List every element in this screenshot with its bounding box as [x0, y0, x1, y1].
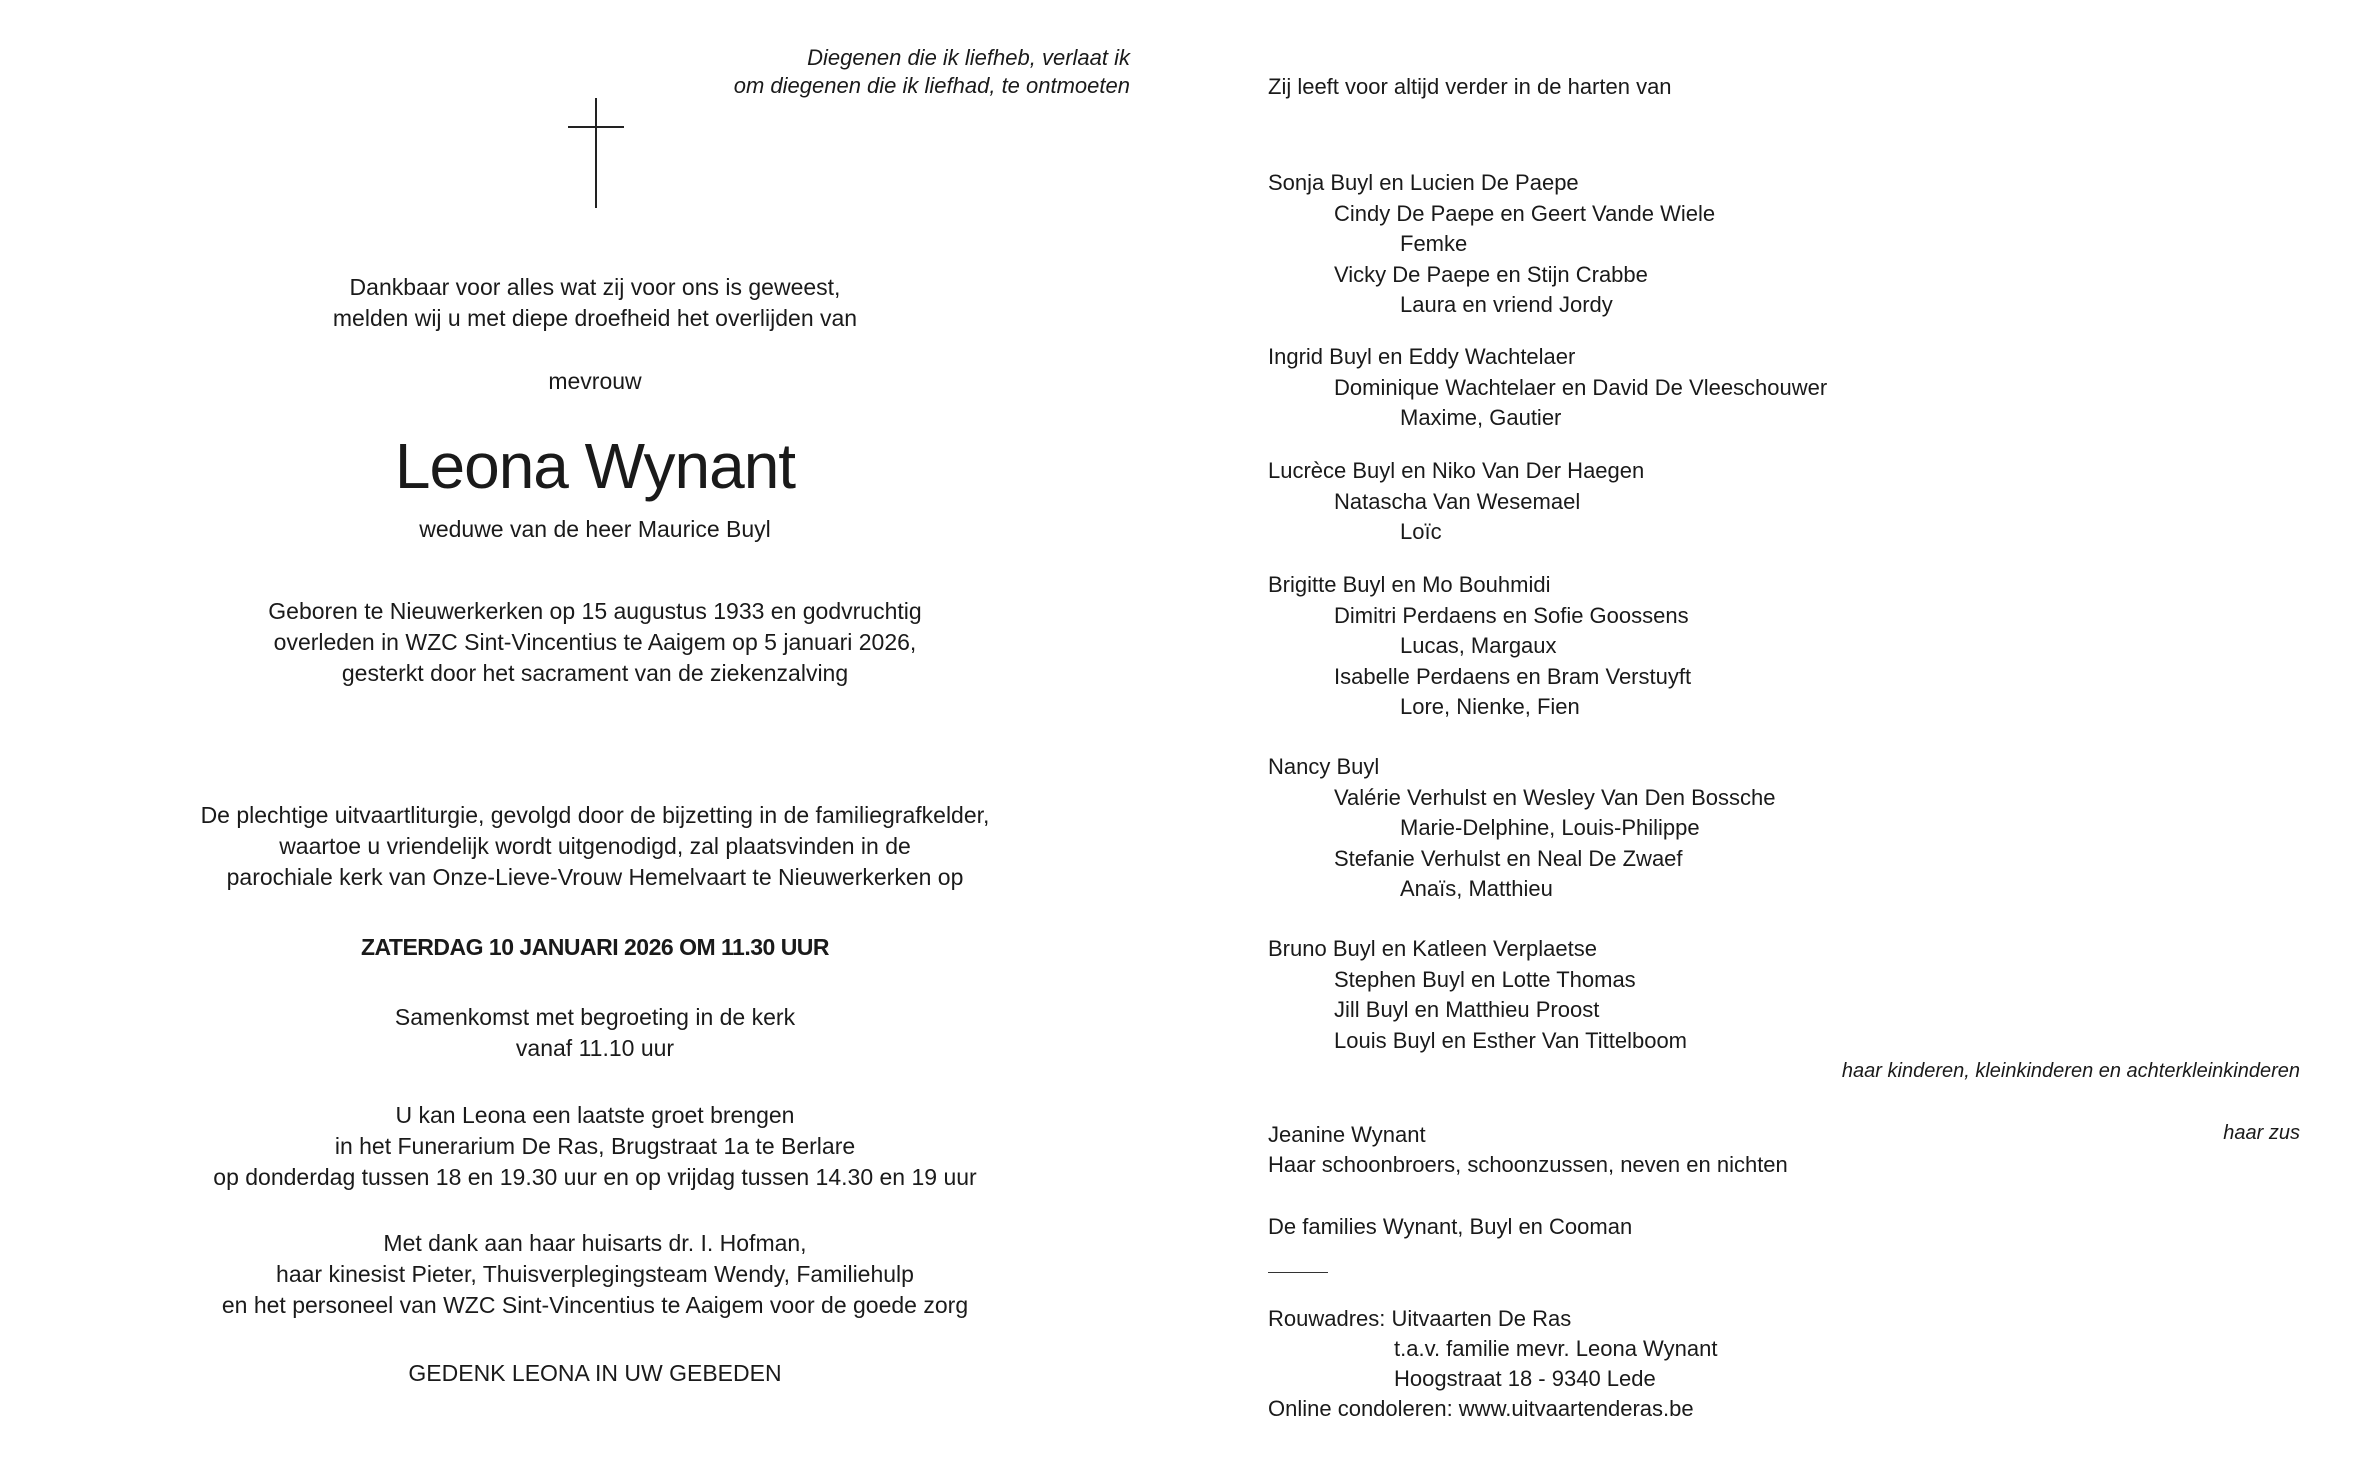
widow-line: weduwe van de heer Maurice Buyl	[419, 516, 771, 542]
gathering-line: Samenkomst met begroeting in de kerk	[394, 1004, 796, 1030]
address-label: Rouwadres: Uitvaarten De Ras	[1268, 1306, 1572, 1331]
child-name: Sonja Buyl en Lucien De Paepe	[1268, 170, 1579, 195]
great-grandchild-name: Maxime, Gautier	[1400, 405, 1562, 430]
grandchild-name: Dominique Wachtelaer en David De Vleeschouwer	[1334, 374, 1828, 400]
grandchild-name: Natascha Van Wesemael	[1334, 488, 1581, 514]
funeral-line: De plechtige uitvaartliturgie, gevolgd door de bijzetting in de familiegrafkelder,	[200, 802, 990, 828]
sister: Jeanine Wynant	[1268, 1122, 1426, 1147]
family-group	[1268, 168, 1715, 321]
online-condolence: Online condoleren: www.uitvaartenderas.be	[1268, 1396, 1694, 1421]
child-name: Lucrèce Buyl en Niko Van Der Haegen	[1268, 458, 1645, 483]
remember: GEDENK LEONA IN UW GEBEDEN	[408, 1360, 782, 1386]
intro-line: melden wij u met diepe droefheid het overlijden van	[332, 305, 858, 331]
great-grandchild-name: Laura en vriend Jordy	[1400, 292, 1613, 317]
families-line: De families Wynant, Buyl en Cooman	[1268, 1214, 1633, 1239]
birth-line: overleden in WZC Sint-Vincentius te Aaigem op 5 januari 2026,	[273, 629, 917, 655]
deceased-name: Leona Wynant	[394, 430, 796, 502]
thanks-line: Met dank aan haar huisarts dr. I. Hofman,	[383, 1230, 807, 1256]
kids-note: haar kinderen, kleinkinderen en achterkleinkinderen	[1841, 1060, 2300, 1082]
great-grandchild-name: Marie-Delphine, Louis-Philippe	[1400, 815, 1700, 840]
birth-line: gesterkt door het sacrament van de ziekenzalving	[341, 660, 849, 686]
funeral-line: waartoe u vriendelijk wordt uitgenodigd, zal plaatsvinden in de	[279, 833, 911, 859]
birth-death	[120, 596, 1070, 689]
grandchild-name: Stefanie Verhulst en Neal De Zwaef	[1334, 845, 1683, 871]
quote-line: Diegenen die ik liefheb, verlaat ik	[807, 45, 1130, 70]
grandchild-name: Isabelle Perdaens en Bram Verstuyft	[1334, 663, 1692, 689]
intro-line: Dankbaar voor alles wat zij voor ons is geweest,	[349, 274, 841, 300]
great-grandchild-name: Loïc	[1400, 519, 1442, 544]
child-name: Brigitte Buyl en Mo Bouhmidi	[1268, 572, 1551, 597]
funeral-line: parochiale kerk van Onze-Lieve-Vrouw Hemelvaart te Nieuwerkerken op	[226, 864, 964, 890]
great-grandchild-name: Lore, Nienke, Fien	[1400, 694, 1580, 719]
gathering-line: vanaf 11.10 uur	[515, 1035, 675, 1061]
quote	[734, 44, 1130, 100]
family-group	[1268, 570, 1691, 723]
grandchild-name: Stephen Buyl en Lotte Thomas	[1334, 966, 1636, 992]
family-group	[1268, 456, 1644, 548]
family-group	[1268, 752, 1775, 905]
grandchild-name: Louis Buyl en Esther Van Tittelboom	[1334, 1027, 1688, 1053]
grandchild-name: Vicky De Paepe en Stijn Crabbe	[1334, 261, 1648, 287]
intro	[120, 272, 1070, 334]
address-line: t.a.v. familie mevr. Leona Wynant	[1394, 1336, 1718, 1361]
great-grandchild-name: Lucas, Margaux	[1400, 633, 1557, 658]
grandchild-name: Cindy De Paepe en Geert Vande Wiele	[1334, 200, 1716, 226]
family-group	[1268, 342, 1827, 434]
funeral-info	[120, 800, 1070, 893]
farewell-line: in het Funerarium De Ras, Brugstraat 1a te Berlare	[334, 1133, 856, 1159]
child-name: Nancy Buyl	[1268, 754, 1380, 779]
birth-line: Geboren te Nieuwerkerken op 15 augustus 1933 en godvruchtig	[268, 598, 922, 624]
farewell-line: U kan Leona een laatste groet brengen	[395, 1102, 795, 1128]
farewell	[120, 1100, 1070, 1193]
grandchild-name: Valérie Verhulst en Wesley Van Den Bossche	[1334, 784, 1776, 810]
thanks-line: en het personeel van WZC Sint-Vincentius te Aaigem voor de goede zorg	[221, 1292, 969, 1318]
grandchild-name: Jill Buyl en Matthieu Proost	[1334, 997, 1600, 1022]
heading: Zij leeft voor altijd verder in de harten van	[1268, 74, 1672, 99]
farewell-line: op donderdag tussen 18 en 19.30 uur en op vrijdag tussen 14.30 en 19 uur	[213, 1164, 977, 1190]
thanks-line: haar kinesist Pieter, Thuisverplegingsteam Wendy, Familiehulp	[276, 1261, 914, 1287]
address-line: Hoogstraat 18 - 9340 Lede	[1394, 1366, 1656, 1391]
family-group	[1268, 934, 1687, 1056]
sister-note: haar zus	[2223, 1122, 2300, 1144]
great-grandchild-name: Femke	[1400, 231, 1468, 256]
gathering	[120, 1002, 1070, 1064]
salutation: mevrouw	[548, 368, 642, 394]
child-name: Bruno Buyl en Katleen Verplaetse	[1268, 936, 1598, 961]
child-name: Ingrid Buyl en Eddy Wachtelaer	[1268, 344, 1576, 369]
inlaws: Haar schoonbroers, schoonzussen, neven en nichten	[1268, 1152, 1788, 1177]
divider	[1268, 1272, 1328, 1273]
great-grandchild-name: Anaïs, Matthieu	[1400, 876, 1553, 901]
cross-icon	[568, 98, 624, 208]
funeral-date: ZATERDAG 10 JANUARI 2026 OM 11.30 UUR	[360, 934, 830, 960]
thanks	[120, 1228, 1070, 1321]
grandchild-name: Dimitri Perdaens en Sofie Goossens	[1334, 602, 1689, 628]
quote-line: om diegenen die ik liefhad, te ontmoeten	[733, 73, 1130, 98]
